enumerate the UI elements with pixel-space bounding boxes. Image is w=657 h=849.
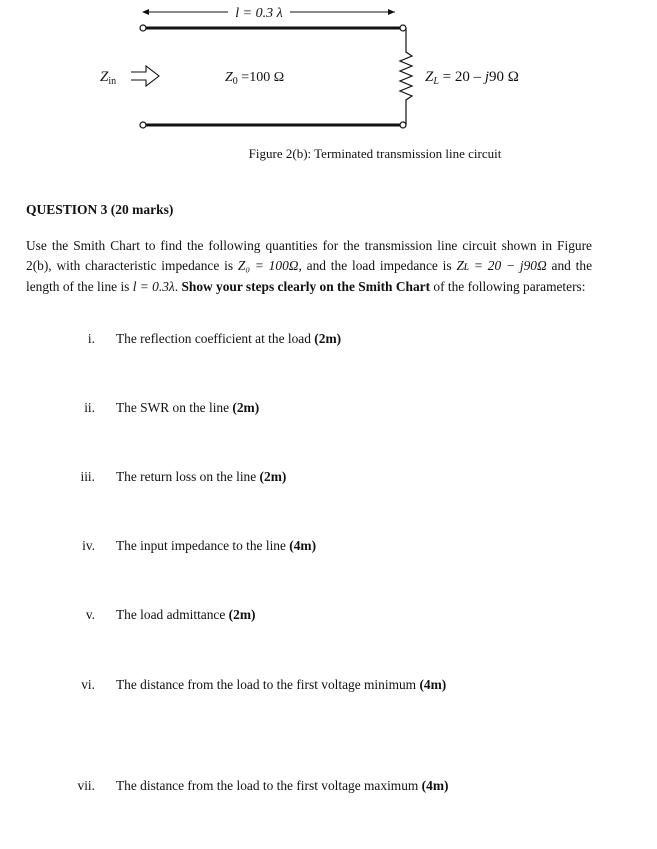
item-text: The load admittance (2m) — [116, 607, 256, 622]
question-heading: QUESTION 3 (20 marks) — [26, 202, 174, 217]
bottom-load-terminal — [400, 122, 406, 128]
item-number: iii. — [80, 469, 95, 484]
item-text: The distance from the load to the first voltage maximum (4m) — [116, 778, 449, 793]
z0-label: $Z_0 =100$ Ω — [225, 70, 285, 87]
figure-caption — [0, 146, 620, 162]
load-resistor — [400, 28, 412, 125]
item-text: The input impedance to the line (4m) — [116, 538, 317, 553]
item-text: The distance from the load to the first voltage minimum (4m) — [116, 677, 447, 692]
item-number: ii. — [84, 400, 95, 415]
z0-equation: Z₀ = 100Ω — [237, 258, 299, 274]
item-number: vii. — [77, 778, 95, 793]
item-number: i. — [87, 331, 95, 346]
item-text: The return loss on the line (2m) — [116, 469, 287, 484]
zl-label: $Z_L = 20 - j90$ Ω — [425, 69, 519, 87]
bottom-input-terminal — [140, 122, 146, 128]
item-number: v. — [85, 607, 95, 622]
zl-equation: Zʟ = 20 − j90Ω — [456, 258, 547, 274]
length-equation: l = 0.3λ — [132, 278, 175, 294]
item-text: The SWR on the line (2m) — [116, 400, 260, 415]
item-number: vi. — [81, 677, 95, 692]
length-label: l = 0.3 λ — [235, 6, 283, 21]
figure-caption-text: Figure 2(b): Terminated transmission line circuit — [248, 146, 502, 161]
item-number: iv. — [82, 538, 95, 553]
question-intro: Use the Smith Chart to find the following quantities for the transmission line circuit shown in Figure 2(b), with characteristic impedance is Z₀ = 100Ω, and the load impedance is Zʟ = 20 − j90Ω and the length of the line is l = 0.3λ. Show your steps clearly on the Smith Chart of the following parameters: — [26, 238, 593, 294]
item-text: The reflection coefficient at the load (2m) — [116, 331, 342, 346]
top-load-terminal — [400, 25, 406, 31]
zin-label: $Z_{in}$ — [100, 69, 117, 87]
bold-instruction: Show your steps clearly on the Smith Chart — [181, 278, 431, 294]
top-input-terminal — [140, 25, 146, 31]
zin-arrow-icon — [131, 66, 159, 86]
